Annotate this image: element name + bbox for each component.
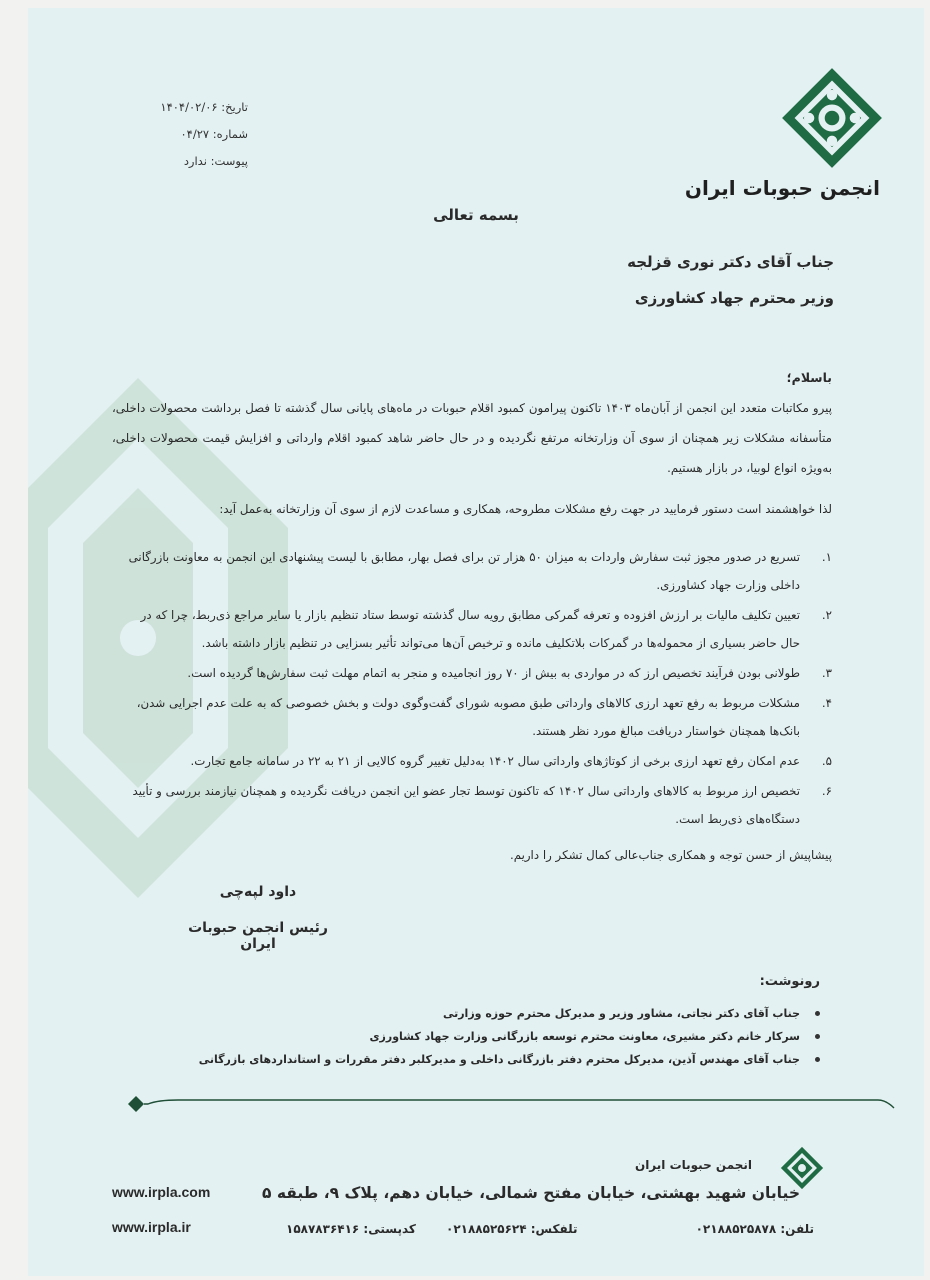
footer-address: خیابان شهید بهشتی، خیابان مفتح شمالی، خیابان دهم، پلاک ۹، طبقه ۵ [261,1184,800,1202]
list-item: جناب آقای مهندس آذین، مدیرکل محترم دفتر بازرگانی داخلی و مدیرکلبر دفتر مقررات و استانداردهای بازرگانی [184,1048,824,1071]
signer-title: رئیس انجمن حبوبات ایران [188,920,328,952]
recipient-title: وزیر محترم جهاد کشاورزی [634,289,834,307]
letter-page [28,8,924,1276]
list-item: ۲. تعیین تکلیف مالیات بر ارزش افزوده و تعرفه گمرکی مطابق رویه سال گذشته توسط ستاد تنظیم بازار یا سایر مراجع ذی‌ربط، چرا که در حال حاضر بسیاری از محموله‌ها در گمرکات بلاتکلیف مانده و ترخیص آن‌ها می‌تواند تأثیر بسزایی در تنظیم بازار داشته باشد. [140,608,832,650]
request-paragraph: لذا خواهشمند است دستور فرمایید در جهت رفع مشکلات مطروحه، همکاری و مساعدت لازم از سوی آن وزارتخانه به‌عمل آید: [219,502,832,516]
website-link-ir[interactable]: www.irpla.ir [112,1219,191,1235]
basmala: بسمه تعالی [433,206,519,224]
organization-name: انجمن حبوبات ایران [684,176,880,200]
list-item: سرکار خانم دکتر مشیری، معاونت محترم توسعه بازرگانی وزارت جهاد کشاورزی [184,1025,824,1048]
signer-name: داود لپه‌چی [219,884,297,900]
letter-attachment: پیوست: ندارد [183,154,248,168]
letter-number: شماره: ۰۴/۲۷ [180,127,248,141]
footer-divider [118,1093,896,1115]
recipient-name: جناب آقای دکتر نوری قزلجه [627,253,834,271]
footer-fax: تلفکس: ۰۲۱۸۸۵۲۵۶۲۴ [446,1222,578,1236]
footer-organization-name: انجمن حبوبات ایران [634,1158,752,1172]
closing-line: پیشاپیش از حسن توجه و همکاری جناب‌عالی کمال تشکر را داریم. [509,848,832,862]
footer-postal-code: کدپستی: ۱۵۸۷۸۳۶۴۱۶ [286,1222,416,1236]
cc-list [184,1002,824,1071]
list-item: ۴. مشکلات مربوط به رفع تعهد ارزی کالاهای وارداتی طبق مصوبه شورای گفت‌وگوی دولت و بخش خصوصی که به علت عدم اجرایی شدن، بانک‌ها همچنان خواستار دریافت مبالغ مورد نظر هستند. [136,696,832,738]
salutation: باسلام؛ [786,370,832,385]
list-item: ۵. عدم امکان رفع تعهد ارزی برخی از کوتاژهای وارداتی سال ۱۴۰۲ به‌دلیل تغییر گروه کالایی از ۲۱ به ۲۲ در سامانه جامع تجارت. [190,754,832,768]
letter-meta [138,94,248,175]
letter-date: تاریخ: ۱۴۰۴/۰۲/۰۶ [160,100,248,114]
list-item: ۱. تسریع در صدور مجوز ثبت سفارش واردات به میزان ۵۰ هزار تن برای فصل بهار، مطابق با لیست پیشنهادی این انجمن به معاونت بازرگانی داخلی وزارت جهاد کشاورزی. [128,550,832,592]
website-link-com[interactable]: www.irpla.com [112,1184,211,1200]
list-item: جناب آقای دکتر نجاتی، مشاور وزیر و مدیرکل محترم حوزه وزارتی [184,1002,824,1025]
list-item: ۳. طولانی بودن فرآیند تخصیص ارز که در مواردی به بیش از ۷۰ روز انجامیده و منجر به اتمام مهلت ثبت سفارش‌ها گردیده است. [187,666,832,680]
intro-paragraph: پیرو مکاتبات متعدد این انجمن از آبان‌ماه ۱۴۰۳ تاکنون پیرامون کمبود اقلام حبوبات در ماه‌های پایانی سال گذشته تا فصل برداشت محصولات داخلی، متأسفانه مشکلات زیر همچنان از سوی آن وزارتخانه مرتفع نگردیده و در حال حاضر شاهد کمبود اقلام وارداتی و افزایش قیمت محصولات داخلی، به‌ویژه انواع لوبیا، در بازار هستیم. [112,401,832,475]
list-item: ۶. تخصیص ارز مربوط به کالاهای وارداتی سال ۱۴۰۲ که تاکنون توسط تجار عضو این انجمن دریافت نگردیده و همچنان نیازمند بررسی و تأیید دستگاه‌های ذی‌ربط است. [132,784,832,826]
footer-phone: تلفن: ۰۲۱۸۸۵۲۵۸۷۸ [695,1222,814,1236]
issues-list [122,543,832,835]
cc-title: رونوشت: [759,974,820,989]
association-logo-icon [780,66,884,170]
